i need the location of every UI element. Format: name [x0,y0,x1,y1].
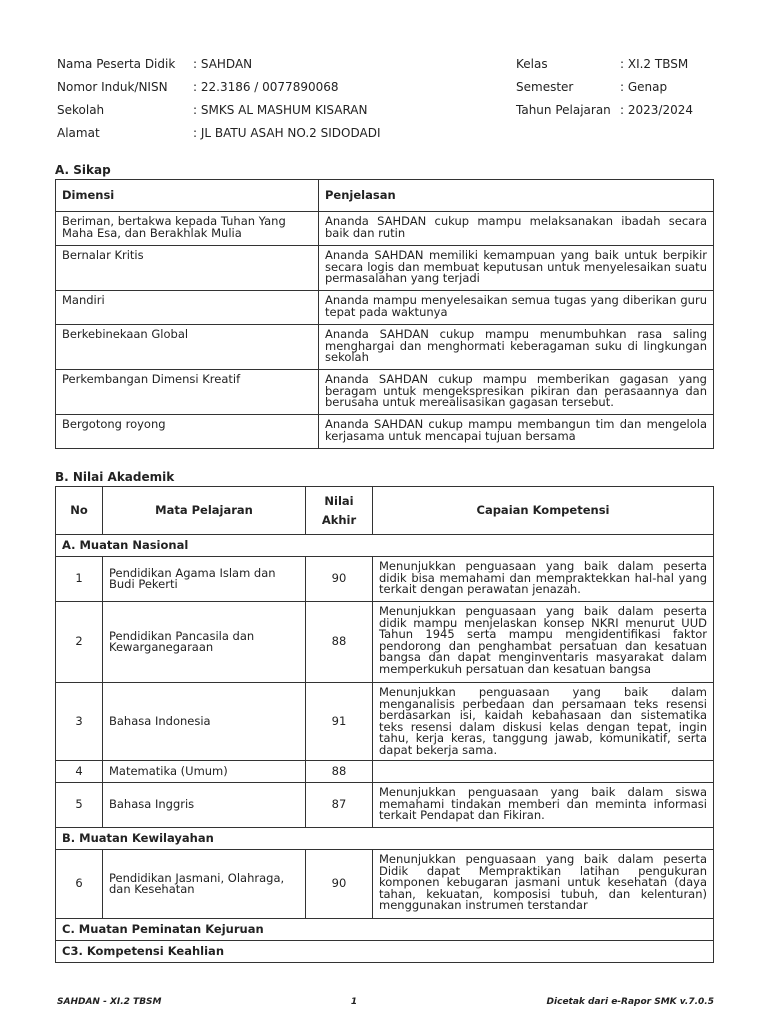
value-semester: : Genap [620,80,668,94]
sikap-table [55,179,714,449]
capaian-cell: Menunjukkan penguasaan yang baik dalam siswa memahami tindakan memberi dan meminta informasi terkait Pendapat dan Fikiran. [373,783,714,828]
label-kelas: Kelas [516,57,548,71]
dimensi-cell: Bergotong royong [56,415,319,449]
label-empty [516,124,620,147]
nilai-cell: 90 [306,557,373,602]
table-row [56,415,714,449]
header-nilai-line1: Nilai [324,493,354,508]
penjelasan-cell: Ananda SAHDAN cukup mampu memberikan gagasan yang beragam untuk mengekspresikan pikiran dan perasaannya dan berusaha untuk merealisasikan gagasan tersebut. [319,370,714,415]
sikap-header-row [56,180,714,212]
section-akademik-title: B. Nilai Akademik [55,470,175,484]
table-row [56,683,714,761]
header-capaian: Capaian Kompetensi [373,487,714,535]
value-empty [620,124,717,147]
table-row [56,370,714,415]
penjelasan-cell: Ananda mampu menyelesaikan semua tugas yang diberikan guru tepat pada waktunya [319,291,714,325]
capaian-cell: Menunjukkan penguasaan yang baik dalam menganalisis perbedaan dan persamaan teks resensi berdasarkan isi, kaidah kebahasaan dan sistematika teks resensi dalam diskusi kelas dengan tepat, ingin tahu, kerja keras, tanggung jawab, komunikatif, serta dapat bekerja sama. [373,683,714,761]
no-cell: 2 [56,602,103,683]
group-row-kewilayahan [56,828,714,850]
value-kelas: : XI.2 TBSM [620,57,689,71]
value-nisn: : 22.3186 / 0077890068 [193,80,339,94]
penjelasan-cell: Ananda SAHDAN cukup mampu melaksanakan ibadah secara baik dan rutin [319,212,714,246]
table-row [56,602,714,683]
akademik-header-row [56,487,714,535]
dimensi-cell: Bernalar Kritis [56,246,319,291]
label-alamat: Alamat [57,126,100,140]
capaian-cell: Menunjukkan penguasaan yang baik dalam peserta didik bisa memahami dan mempraktekkan hal-hal yang terkait dengan perawatan jenazah. [373,557,714,602]
header-no: No [56,487,103,535]
nilai-cell: 88 [306,761,373,783]
penjelasan-cell: Ananda SAHDAN memiliki kemampuan yang baik untuk berpikir secara logis dan membuat keputusan untuk menyelesaikan suatu permasalahan yang terjadi [319,246,714,291]
mapel-cell: Matematika (Umum) [103,761,306,783]
group-label: C. Muatan Peminatan Kejuruan [56,919,714,941]
table-row [56,325,714,370]
table-row [56,246,714,291]
capaian-cell [373,761,714,783]
header-penjelasan: Penjelasan [319,180,714,212]
no-cell: 6 [56,850,103,919]
table-row [56,212,714,246]
group-label: C3. Kompetensi Keahlian [56,941,714,963]
table-row [56,291,714,325]
student-info [57,55,717,147]
group-row-peminatan [56,919,714,941]
value-alamat: : JL BATU ASAH NO.2 SIDODADI [193,126,381,140]
footer-page-number: 1 [350,997,358,1007]
info-row-sekolah [57,101,717,124]
info-row-alamat [57,124,717,147]
value-sekolah: : SMKS AL MASHUM KISARAN [193,103,368,117]
capaian-cell: Menunjukkan penguasaan yang baik dalam peserta Didik dapat Mempraktikan latihan pengukuran komponen kebugaran jasmani untuk kesehatan (daya tahan, kekuatan, komposisi tubuh, dan kelenturan) menggunakan instrumen terstandar [373,850,714,919]
nilai-cell: 91 [306,683,373,761]
header-nilai-line2: Akhir [321,512,357,527]
label-sekolah: Sekolah [57,103,105,117]
penjelasan-cell: Ananda SAHDAN cukup mampu membangun tim dan mengelola kerjasama untuk mencapai tujuan bersama [319,415,714,449]
no-cell: 3 [56,683,103,761]
no-cell: 1 [56,557,103,602]
label-nama: Nama Peserta Didik [57,57,176,71]
info-row-nisn [57,78,717,101]
mapel-cell: Pendidikan Agama Islam dan Budi Pekerti [103,557,306,602]
mapel-cell: Bahasa Inggris [103,783,306,828]
akademik-table [55,486,714,963]
table-row [56,557,714,602]
mapel-cell: Pendidikan Jasmani, Olahraga, dan Kesehatan [103,850,306,919]
table-row [56,783,714,828]
dimensi-cell: Mandiri [56,291,319,325]
dimensi-cell: Perkembangan Dimensi Kreatif [56,370,319,415]
group-row-nasional [56,535,714,557]
nilai-cell: 90 [306,850,373,919]
footer-printed-by: Dicetak dari e-Rapor SMK v.7.0.5 [546,997,714,1007]
capaian-cell: Menunjukkan penguasaan yang baik dalam peserta didik mampu menjelaskan konsep NKRI menurut UUD Tahun 1945 serta mampu mengidentifikasi faktor pendorong dan penghambat persatuan dan kesatuan bangsa dan dapat menginventaris masyarakat dalam memperkukuh persatuan dan kesatuan bangsa [373,602,714,683]
nilai-cell: 87 [306,783,373,828]
section-sikap-title: A. Sikap [55,163,111,177]
group-label: A. Muatan Nasional [56,535,714,557]
header-dimensi: Dimensi [56,180,319,212]
label-nisn: Nomor Induk/NISN [57,80,168,94]
group-label: B. Muatan Kewilayahan [56,828,714,850]
nilai-cell: 88 [306,602,373,683]
label-tahun: Tahun Pelajaran [516,103,611,117]
value-nama: : SAHDAN [193,57,253,71]
page-footer [57,997,714,1007]
mapel-cell: Bahasa Indonesia [103,683,306,761]
penjelasan-cell: Ananda SAHDAN cukup mampu menumbuhkan rasa saling menghargai dan menghormati keberagaman suku di lingkungan sekolah [319,325,714,370]
dimensi-cell: Berkebinekaan Global [56,325,319,370]
group-row-kompetensi [56,941,714,963]
dimensi-cell: Beriman, bertakwa kepada Tuhan Yang Maha Esa, dan Berakhlak Mulia [56,212,319,246]
header-nilai [306,487,373,535]
footer-student: SAHDAN - XI.2 TBSM [57,997,162,1007]
header-mapel: Mata Pelajaran [103,487,306,535]
no-cell: 4 [56,761,103,783]
info-row-nama [57,55,717,78]
label-semester: Semester [516,80,574,94]
table-row [56,761,714,783]
table-row [56,850,714,919]
no-cell: 5 [56,783,103,828]
mapel-cell: Pendidikan Pancasila dan Kewarganegaraan [103,602,306,683]
value-tahun: : 2023/2024 [620,103,693,117]
